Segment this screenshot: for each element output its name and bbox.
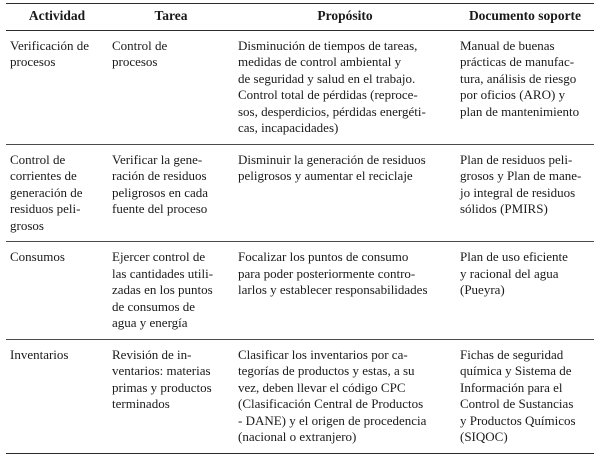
header-actividad: Actividad [6,4,108,31]
header-tarea: Tarea [108,4,234,31]
cell-proposito [234,30,456,144]
cell-line: tura, análisis de riesgo [460,70,577,86]
table-row [6,30,594,144]
cell-line: Disminución de tiempos de tareas, [238,37,418,53]
cell-line: Inventarios [10,346,69,362]
cell-line: sólidos (PMIRS) [460,201,548,216]
cell-line: tegorías de productos y estas, a su [238,363,415,378]
cell-actividad [6,339,108,453]
cell-line: prácticas de manufac- [460,54,575,69]
cell-tarea [108,339,234,453]
cell-line: cas, incapacidades) [238,120,339,135]
cell-line: terminados [112,396,170,411]
header-documento-soporte: Documento soporte [456,4,594,31]
cell-line: Ejercer control de [112,249,206,264]
cell-tarea [108,144,234,242]
cell-line: primas y productos [112,379,212,395]
cell-line: corrientes de [10,168,77,183]
cell-line: vez, deben llevar el código CPC [238,379,406,395]
cell-line: para poder posteriormente contro- [238,265,416,281]
cell-line: zadas en los puntos [112,282,213,297]
cell-line: Fichas de seguridad [460,346,564,362]
table-row [6,242,594,340]
cell-line: Verificar la gene- [112,151,203,167]
cell-line: medidas de control ambiental y [238,54,402,69]
cell-line: peligrosos en cada [112,184,209,200]
cell-line: y racional del agua [460,265,559,281]
cell-line: (SIQOC) [460,429,508,444]
cell-line: de seguridad y salud en el trabajo. [238,70,416,86]
cell-line: de consumos de [112,298,196,314]
cell-line: ventarios: materias [112,363,211,378]
cell-line: jo integral de residuos [460,184,576,200]
cell-documento-soporte [456,30,594,144]
cell-line: Información para el [460,379,563,395]
cell-line: peligrosos y aumentar el reciclaje [238,168,413,183]
cell-line: fuente del proceso [112,201,208,216]
cell-line: agua y energía [112,315,188,330]
cell-line: (Clasificación Central de Productos [238,396,424,411]
cell-actividad [6,242,108,340]
cell-line: Control total de pérdidas (reproce- [238,87,418,102]
cell-proposito [234,242,456,340]
cell-documento-soporte [456,144,594,242]
cell-line: ración de residuos [112,168,207,183]
table-row [6,144,594,242]
cell-line: Clasificar los inventarios por ca- [238,346,408,362]
cell-line: sos, desperdicios, pérdidas energéti- [238,103,426,119]
cell-line: - DANE) y el origen de procedencia [238,412,427,428]
cell-line: Plan de uso eficiente [460,249,568,264]
cell-line: Focalizar los puntos de consumo [238,249,409,264]
cell-proposito [234,339,456,453]
cell-proposito [234,144,456,242]
cell-line: Revisión de in- [112,346,192,362]
activities-table [6,3,594,454]
cell-line: grosos y Plan de mane- [460,168,582,183]
cell-line: residuos peli- [10,201,81,216]
cell-line: larlos y establecer responsabilidades [238,282,428,297]
table-header-row [6,4,594,31]
cell-line: Manual de buenas [460,37,555,53]
cell-actividad [6,30,108,144]
cell-line: por oficios (ARO) y [460,87,566,102]
cell-line: y Productos Químicos [460,412,576,428]
cell-line: Verificación de [10,37,90,53]
cell-line: plan de mantenimiento [460,103,580,119]
header-proposito: Propósito [234,4,456,31]
cell-actividad [6,144,108,242]
table-row [6,339,594,453]
cell-line: Disminuir la generación de residuos [238,151,426,167]
cell-line: grosos [10,217,44,233]
cell-line: (nacional o extranjero) [238,429,357,444]
cell-line: las cantidades utili- [112,265,214,281]
cell-documento-soporte [456,242,594,340]
cell-line: procesos [10,54,56,69]
cell-line: procesos [112,54,158,69]
cell-line: Plan de residuos peli- [460,151,573,167]
cell-line: (Pueyra) [460,282,505,297]
cell-line: Control de Sustancias [460,396,574,411]
cell-documento-soporte [456,339,594,453]
cell-line: generación de [10,184,83,200]
table-body [6,30,594,453]
cell-line: Control de [112,37,168,53]
cell-line: Control de [10,151,66,167]
cell-line: química y Sistema de [460,363,572,378]
cell-tarea [108,242,234,340]
cell-tarea [108,30,234,144]
cell-line: Consumos [10,249,65,264]
